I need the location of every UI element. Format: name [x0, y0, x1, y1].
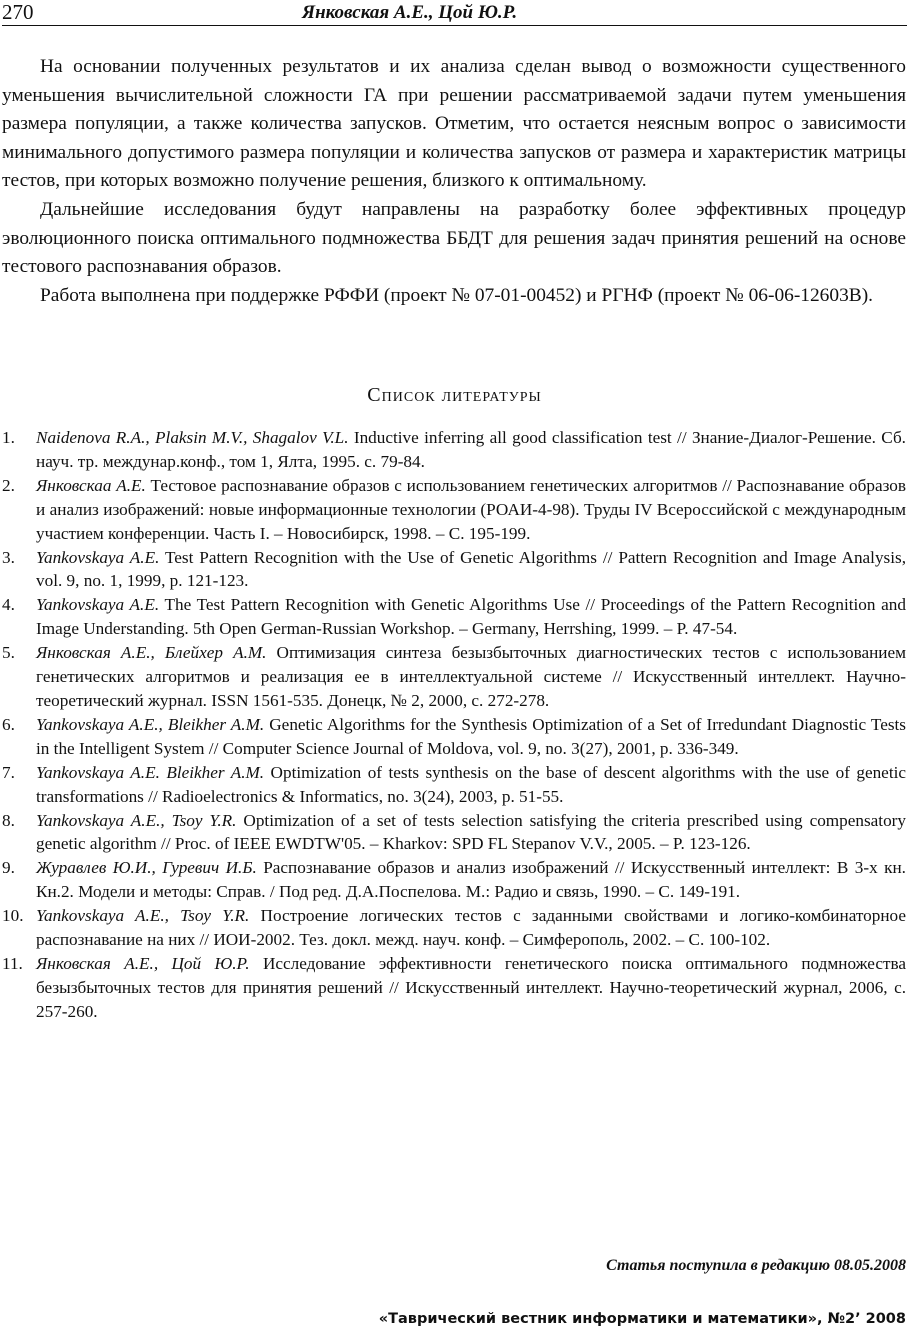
reference-text: Построение логических тестов с заданными свойствами и логико-комбинаторное распознавание на них // ИОИ-2002. Тез. докл. межд. науч. конф. – Симферополь, 2002. – С. 100-102. — [36, 906, 906, 950]
paragraph: Дальнейшие исследования будут направлены на разработку более эффективных процедур эволюционного поиска оптимального подмножества ББДТ для решения задач принятия решений на основе тестового распознавания образов. — [2, 198, 906, 278]
reference-authors: Yankovskaya A.E., Tsoy Y.R. — [36, 810, 237, 830]
reference-authors: Yankovskaya A.E. Bleikher A.M. — [36, 762, 265, 782]
reference-number: 1. — [2, 428, 15, 447]
reference-text: Optimization of a set of tests selection satisfying the criteria prescribed using compensatory genetic algorithm // Proc. of IEEE EWDTW'05. – Kharkov: SPD FL Stepanov V.V., 2005. – P. 123-126. — [36, 810, 906, 854]
reference-text: Исследование эффективности генетического поиска оптимального подмножества безызбыточных тестов для принятия решений // Искусственный интеллект. Научно-теоретический журнал, 2006, с. 257-260. — [36, 953, 906, 1021]
paragraph: Работа выполнена при поддержке РФФИ (проект № 07-01-00452) и РГНФ (проект № 06-06-12603В). — [40, 284, 874, 306]
body-text — [2, 53, 906, 310]
reference-number: 4. — [2, 595, 15, 615]
reference-authors: Yankovskaya A.E. — [36, 595, 160, 615]
header-rule — [2, 25, 907, 26]
reference-authors: Yankovskaya A.E., Tsoy Y.R. — [36, 906, 250, 926]
reference-authors: Yankovskaya A.E., Bleikher A.M. — [36, 714, 265, 734]
reference-number: 6. — [2, 714, 15, 734]
reference-text: Распознавание образов и анализ изображений // Искусственный интеллект: В 3-х кн. Кн.2. Модели и методы: Справ. / Под ред. Д.А.Поспелова. М.: Радио и связь, 1990. – С. 149-191. — [36, 858, 906, 902]
reference-authors: Янковскаа А.Е. — [36, 475, 146, 495]
reference-item — [2, 474, 906, 546]
journal-footer: «Таврический вестник информатики и математики», №2’ 2008 — [378, 1311, 906, 1327]
reference-item — [2, 546, 906, 594]
reference-number: 3. — [2, 547, 15, 567]
reference-text: Test Pattern Recognition with the Use of Genetic Algorithms // Pattern Recognition and Image Analysis, vol. 9, no. 1, 1999, p. 121-123. — [36, 547, 906, 591]
references-list — [2, 426, 906, 1024]
reference-text: The Test Pattern Recognition with Genetic Algorithms Use // Proceedings of the Pattern Recognition and Image Understanding. 5th Open German-Russian Workshop. – Germany, Herrshing, 1999. – P. 47-54. — [36, 595, 906, 639]
reference-number: 8. — [2, 810, 15, 830]
received-date-note: Статья поступила в редакцию 08.05.2008 — [606, 1257, 906, 1274]
reference-item — [2, 761, 906, 809]
reference-item — [2, 809, 906, 857]
reference-text: Inductive inferring all good classification test // Знание-Диалог-Решение. Сб. науч. тр. междунар.конф., том 1, Ялта, 1995. с. 79-84. — [36, 428, 906, 471]
reference-text: Optimization of tests synthesis on the base of descent algorithms with the use of genetic transformations // Radioelectronics & Informatics, no. 3(24), 2003, p. 51-55. — [36, 762, 906, 806]
paragraph: На основании полученных результатов и их анализа сделан вывод о возможности существенного уменьшения вычислительной сложности ГА при решении рассматриваемой задачи путем уменьшения размера популяции, а также количества запусков. Отметим, что остается неясным вопрос о зависимости минимального допустимого размера популяции и количества запусков от размера и характеристик матрицы тестов, при которых возможно получение решения, близкого к оптимальному. — [2, 56, 906, 192]
reference-item — [2, 426, 906, 474]
reference-authors: Янковская А.Е., Блейхер А.М. — [36, 643, 267, 663]
running-head: Янковская А.Е., Цой Ю.Р. — [302, 2, 518, 23]
page-number: 270 — [2, 0, 34, 24]
reference-number: 10. — [2, 906, 24, 926]
reference-item — [2, 641, 906, 713]
reference-number: 7. — [2, 762, 15, 782]
reference-number: 9. — [2, 858, 15, 878]
reference-number: 11. — [2, 953, 23, 973]
reference-authors: Yankovskaya A.E. — [36, 547, 160, 567]
reference-item — [2, 952, 906, 1024]
reference-number: 5. — [2, 643, 15, 663]
reference-text: Genetic Algorithms for the Synthesis Optimization of a Set of Irredundant Diagnostic Tests in the Intelligent System // Computer Science Journal of Moldova, vol. 9, no. 3(27), 2001, p. 336-349. — [36, 714, 906, 758]
reference-item — [2, 593, 906, 641]
reference-number: 2. — [2, 475, 15, 495]
reference-authors: Naidenova R.A., Plaksin M.V., Shagalov V.L. — [36, 428, 349, 447]
reference-item — [2, 713, 906, 761]
references-title: Список литературы — [367, 384, 542, 406]
page-header — [2, 0, 907, 26]
reference-authors: Журавлев Ю.И., Гуревич И.Б. — [36, 858, 257, 878]
reference-text: Оптимизация синтеза безызбыточных диагностических тестов с использованием генетических алгоритмов и реализация ее в интеллектуальной системе // Искусственный интеллект. Научно-теоретический журнал. ISSN 1561-535. Донецк, № 2, 2000, с. 272-278. — [36, 643, 906, 710]
reference-item — [2, 904, 906, 952]
reference-text: Тестовое распознавание образов с использованием генетических алгоритмов // Распознавание образов и анализ изображений: новые информационные технологии (РОАИ-4-98). Труды IV Всероссийской с международным участием конференции. Часть I. – Новосибирск, 1998. – С. 195-199. — [36, 475, 906, 543]
reference-item — [2, 856, 906, 904]
reference-authors: Янковская А.Е., Цой Ю.Р. — [36, 953, 250, 973]
